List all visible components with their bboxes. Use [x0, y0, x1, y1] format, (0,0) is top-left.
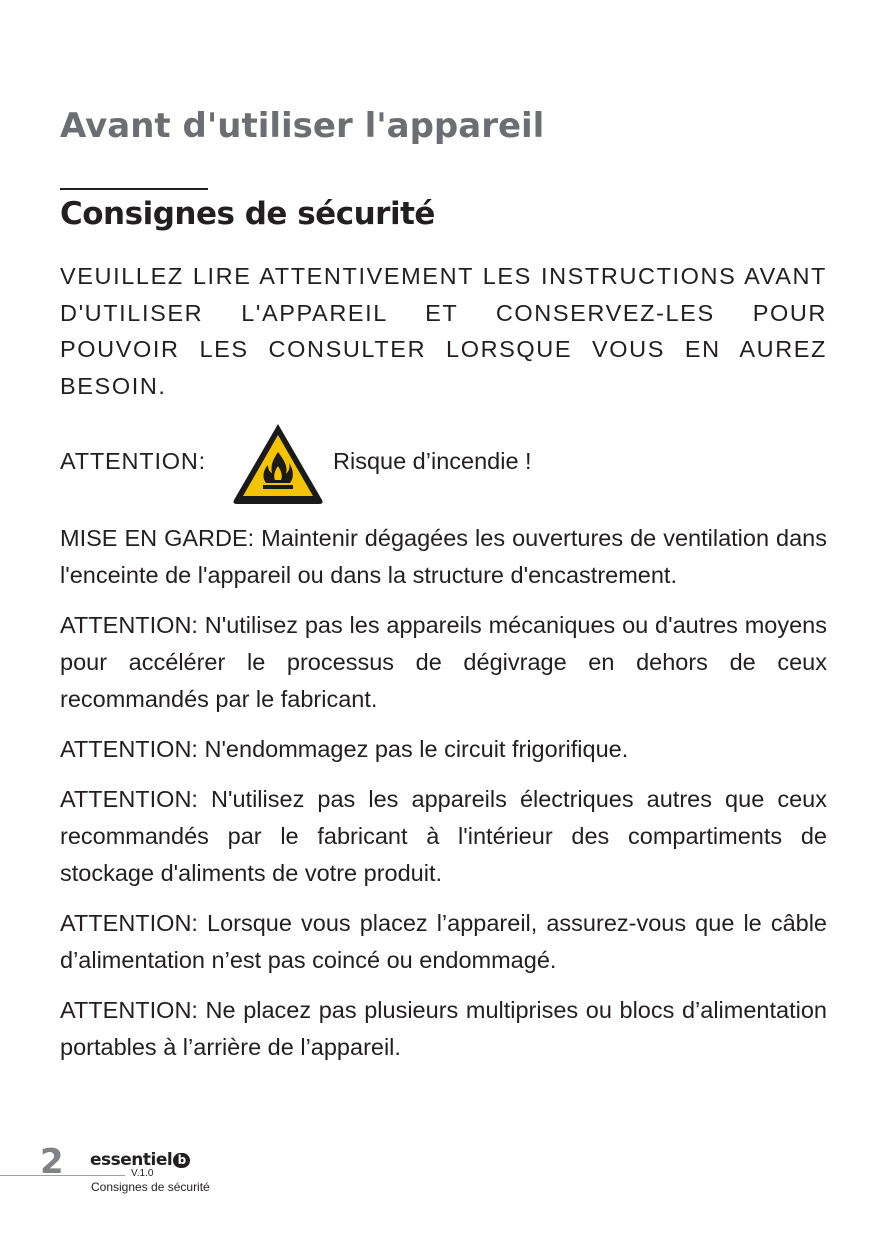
page-title: Avant d'utiliser l'appareil — [60, 106, 545, 146]
warning-ventilation: MISE EN GARDE: Maintenir dégagées les ouvertures de ventilation dans l'enceinte de l'appareil ou dans la structure d'encastrement. — [60, 525, 827, 588]
intro-instructions: VEUILLEZ LIRE ATTENTIVEMENT LES INSTRUCTIONS AVANT D'UTILISER L'APPAREIL ET CONSERVEZ-LES POUR POUVOIR LES CONSULTER LORSQUE VOUS EN AUREZ BESOIN. — [60, 263, 827, 399]
attention-label: ATTENTION: — [60, 448, 206, 474]
brand-mark: b — [173, 1153, 190, 1168]
section-title: Consignes de sécurité — [60, 196, 435, 232]
warning-electrical-appliances: ATTENTION: N'utilisez pas les appareils électriques autres que ceux recommandés par le fabricant à l'intérieur des compartiments de stockage d'aliments de votre produit. — [60, 786, 827, 886]
flammable-warning-icon — [230, 420, 326, 506]
warning-defrost: ATTENTION: N'utilisez pas les appareils mécaniques ou d'autres moyens pour accélérer le processus de dégivrage en dehors de ceux recommandés par le fabricant. — [60, 612, 827, 712]
version-label: V.1.0 — [131, 1168, 154, 1179]
footer-section-label: Consignes de sécurité — [91, 1180, 210, 1194]
brand-name: essentiel — [90, 1150, 173, 1170]
warnings-list — [60, 520, 827, 1079]
fire-risk-text: Risque d’incendie ! — [333, 448, 532, 474]
warning-power-strips: ATTENTION: Ne placez pas plusieurs multiprises ou blocs d’alimentation portables à l’arrière de l’appareil. — [60, 997, 827, 1060]
warning-power-cable: ATTENTION: Lorsque vous placez l’appareil, assurez-vous que le câble d’alimentation n’est pas coincé ou endommagé. — [60, 910, 827, 973]
warning-refrigerant-circuit: ATTENTION: N'endommagez pas le circuit frigorifique. — [60, 736, 629, 762]
page-number: 2 — [40, 1142, 64, 1182]
brand-logo — [90, 1150, 190, 1170]
section-divider — [60, 188, 208, 190]
fire-risk-notice — [60, 420, 827, 506]
